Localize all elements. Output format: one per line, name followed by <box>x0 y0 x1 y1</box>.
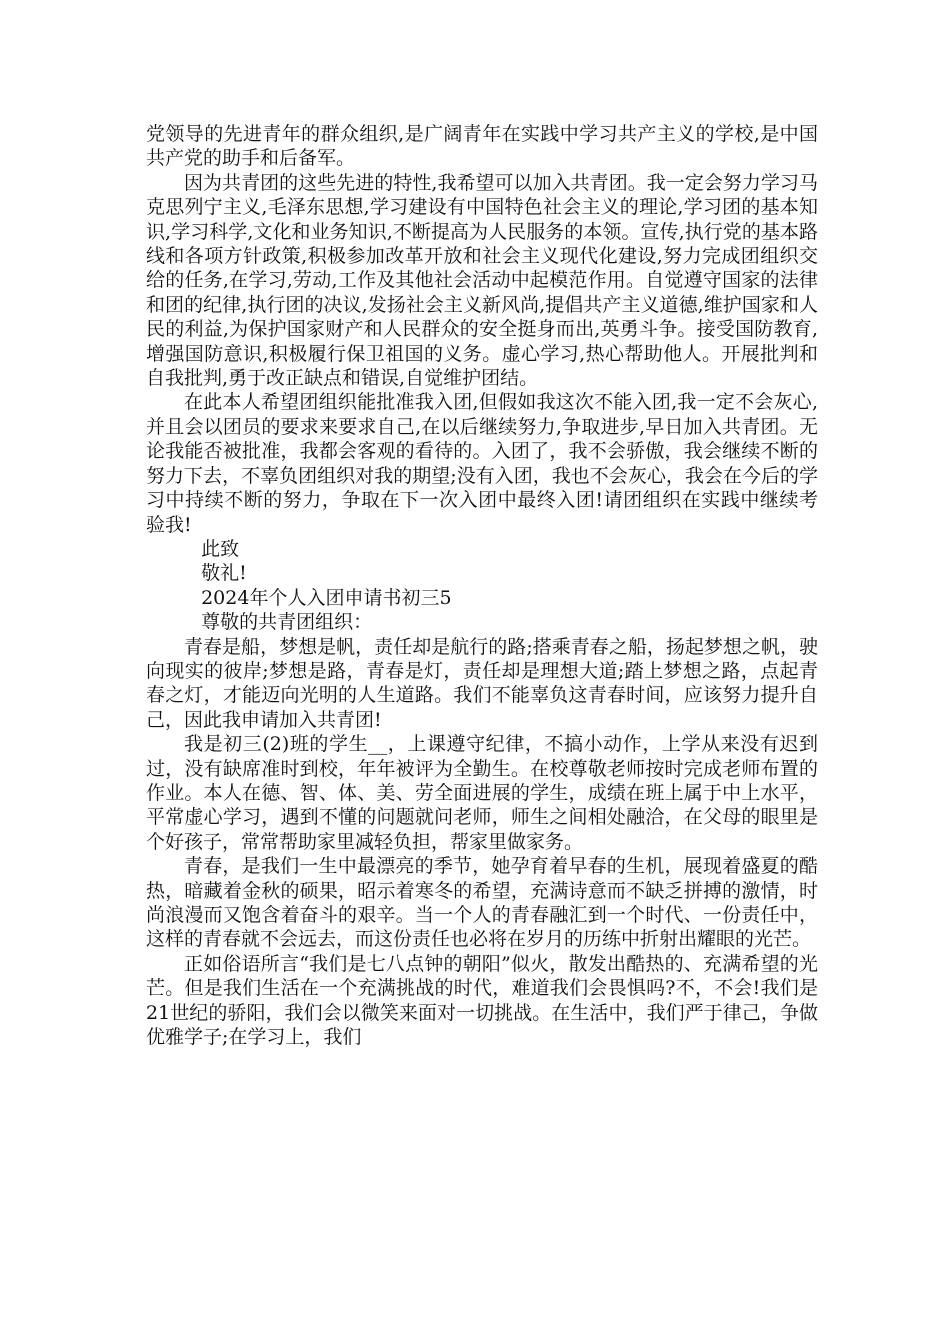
paragraph-youth-season: 青春，是我们一生中最漂亮的季节，她孕育着早春的生机，展现着盛夏的酷热，暗藏着金秋的硕果，昭示着寒冬的希望，充满诗意而不缺乏拼搏的激情，时尚浪漫而又饱含着奋斗的艰辛。当一个人的青春融汇到一个时代、一份责任中，这样的青春就不会远去，而这份责任也必将在岁月的历练中折射出耀眼的光芒。 <box>146 855 818 951</box>
paragraph-hope-approval: 在此本人希望团组织能批准我入团,但假如我这次不能入团,我一定不会灰心,并且会以团员的要求来要求自己,在以后继续努力,争取进步,早日加入共青团。无论我能否被批准，我都会客观的看待的。入团了，我不会骄傲，我会继续不断的努力下去，不辜负团组织对我的期望;没有入团，我也不会灰心，我会在今后的学习中持续不断的努力，争取在下一次入团中最终入团!请团组织在实践中继续考验我! <box>146 391 818 536</box>
closing-regards: 敬礼! <box>201 562 247 585</box>
paragraph-commitment: 因为共青团的这些先进的特性,我希望可以加入共青团。我一定会努力学习马克思列宁主义,毛泽东思想,学习建设有中国特色社会主义的理论,学习团的基本知识,学习科学,文化和业务知识,不断提高为人民服务的本领。宣传,执行党的基本路线和各项方针政策,积极参加改革开放和社会主义现代化建设,努力完成团组织交给的任务,在学习,劳动,工作及其他社会活动中起模范作用。自觉遵守国家的法律和团的纪律,执行团的决议,发扬社会主义新风尚,提倡共产主义道德,维护国家和人民的利益,为保护国家财产和人民群众的安全挺身而出,英勇斗争。接受国防教育,增强国防意识,积极履行保卫祖国的义务。虚心学习,热心帮助他人。开展批判和自我批判,勇于改正缺点和错误,自觉维护团结。 <box>146 171 818 390</box>
paragraph-youth-ship: 青春是船，梦想是帆，责任却是航行的路;搭乘青春之船，扬起梦想之帆，驶向现实的彼岸;梦想是路，青春是灯，责任却是理想大道;踏上梦想之路，点起青春之灯，才能迈向光明的人生道路。我们不能辜负这青春时间，应该努力提升自己，因此我申请加入共青团! <box>146 635 818 731</box>
closing-salutation: 此致 <box>201 537 240 560</box>
greeting: 尊敬的共青团组织： <box>201 611 373 634</box>
document-page <box>146 122 818 1049</box>
section-title: 2024年个人入团申请书初三5 <box>201 586 452 609</box>
paragraph-self-intro: 我是初三(2)班的学生__，上课遵守纪律，不搞小动作，上学从来没有迟到过，没有缺席准时到校，年年被评为全勤生。在校尊敬老师按时完成老师布置的作业。本人在德、智、体、美、劳全面进展的学生，成绩在班上属于中上水平，平常虚心学习，遇到不懂的问题就问老师，师生之间相处融洽，在父母的眼里是个好孩子，常常帮助家里减轻负担，帮家里做家务。 <box>146 733 818 853</box>
paragraph-morning-sun: 正如俗语所言“我们是七八点钟的朝阳”似火，散发出酷热的、充满希望的光芒。但是我们生活在一个充满挑战的时代，难道我们会畏惧吗?不，不会!我们是21世纪的骄阳，我们会以微笑来面对一切挑战。在生活中，我们严于律己，争做优雅学子;在学习上，我们 <box>146 952 818 1049</box>
paragraph-league-intro: 党领导的先进青年的群众组织,是广阔青年在实践中学习共产主义的学校,是中国共产党的助手和后备军。 <box>146 123 818 170</box>
